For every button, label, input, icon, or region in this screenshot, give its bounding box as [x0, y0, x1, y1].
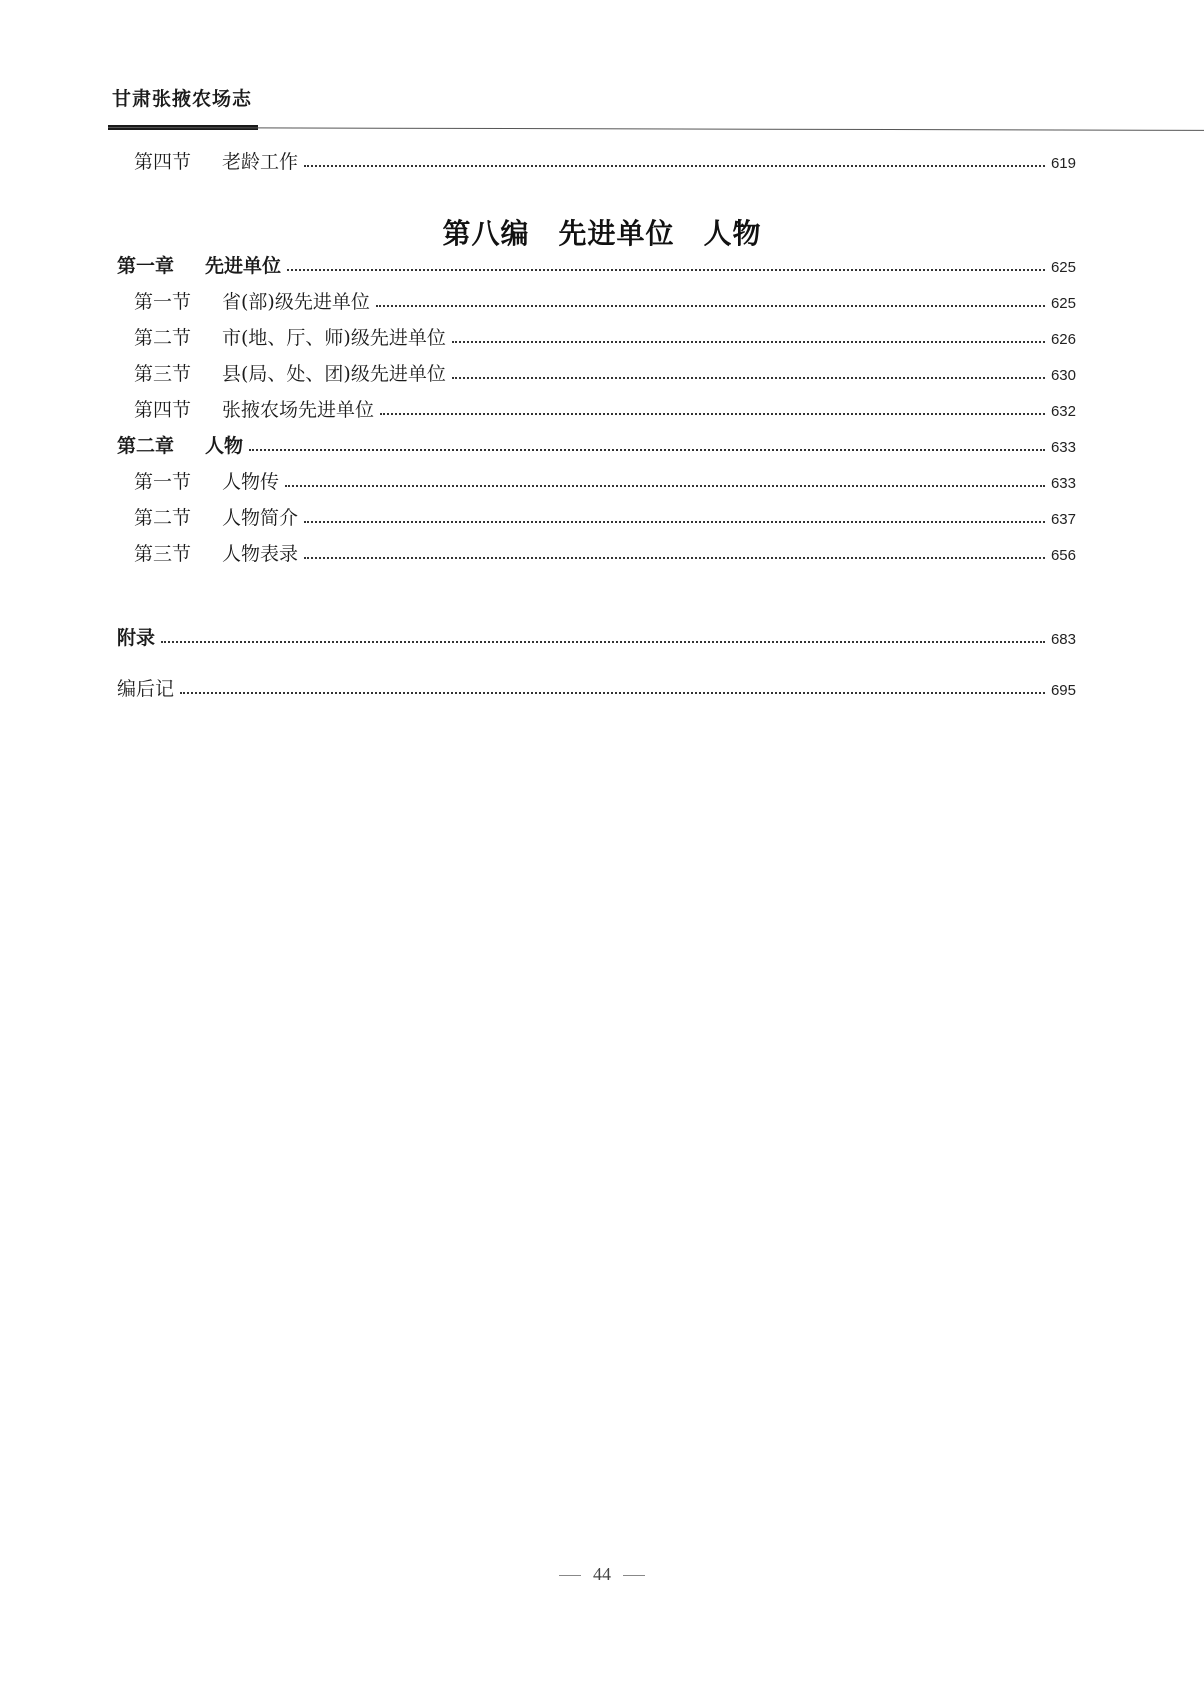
chapter-number: 第二章 — [117, 435, 175, 457]
toc-entry-section[interactable] — [134, 322, 1076, 350]
leader-dots — [249, 449, 1045, 451]
section-title: 市(地、厅、师)级先进单位 — [222, 327, 446, 349]
section-number: 第三节 — [134, 543, 192, 565]
section-title: 人物表录 — [222, 543, 299, 565]
leader-dots — [287, 269, 1045, 271]
toc-entry-section[interactable] — [134, 394, 1076, 422]
toc-entry-appendix[interactable] — [117, 622, 1076, 650]
toc-entry-afterword[interactable] — [117, 673, 1076, 701]
leader-dots — [285, 485, 1045, 487]
page-ref: 626 — [1050, 331, 1076, 348]
chapter-number: 第一章 — [117, 255, 175, 277]
page-ref: 637 — [1050, 511, 1076, 528]
toc-entry-section[interactable] — [134, 502, 1076, 530]
leader-dots — [304, 557, 1045, 559]
leader-dots — [161, 641, 1045, 643]
leader-dots — [180, 692, 1045, 694]
section-number: 第二节 — [134, 507, 192, 529]
page-ref: 683 — [1050, 631, 1076, 648]
section-title: 人物简介 — [222, 507, 299, 529]
page-ref: 619 — [1050, 155, 1076, 172]
afterword-title: 编后记 — [117, 678, 175, 700]
section-number: 第四节 — [134, 399, 192, 421]
page-ref: 695 — [1050, 682, 1076, 699]
footer-dash — [623, 1575, 645, 1576]
section-number: 第一节 — [134, 471, 192, 493]
footer-dash — [559, 1575, 581, 1576]
leader-dots — [452, 377, 1045, 379]
section-title: 人物传 — [222, 471, 280, 493]
page-ref: 633 — [1050, 475, 1076, 492]
chapter-title: 人物 — [205, 435, 244, 457]
book-title: 甘肃张掖农场志 — [112, 88, 253, 110]
leader-dots — [376, 305, 1045, 307]
appendix-title: 附录 — [117, 627, 156, 649]
toc-entry-section[interactable] — [134, 358, 1076, 386]
toc-entry-section[interactable] — [134, 466, 1076, 494]
page-number-footer — [0, 1564, 1204, 1585]
section-title: 老龄工作 — [222, 151, 299, 173]
page-ref: 633 — [1050, 439, 1076, 456]
toc-entry-chapter[interactable] — [117, 430, 1076, 458]
section-title: 县(局、处、团)级先进单位 — [222, 363, 446, 385]
section-number: 第四节 — [134, 151, 192, 173]
section-number: 第二节 — [134, 327, 192, 349]
section-title: 张掖农场先进单位 — [222, 399, 375, 421]
part-title: 第八编 先进单位 人物 — [442, 217, 762, 250]
leader-dots — [380, 413, 1045, 415]
chapter-title: 先进单位 — [205, 255, 282, 277]
page-number: 44 — [593, 1564, 611, 1584]
section-number: 第三节 — [134, 363, 192, 385]
section-number: 第一节 — [134, 291, 192, 313]
leader-dots — [304, 165, 1045, 167]
toc-entry-section[interactable] — [134, 286, 1076, 314]
toc-entry-chapter[interactable] — [117, 250, 1076, 278]
page-ref: 630 — [1050, 367, 1076, 384]
page-ref: 625 — [1050, 259, 1076, 276]
page-ref: 625 — [1050, 295, 1076, 312]
toc-entry-section[interactable] — [134, 146, 1076, 174]
page-ref: 656 — [1050, 547, 1076, 564]
toc-entry-section[interactable] — [134, 538, 1076, 566]
leader-dots — [452, 341, 1045, 343]
section-title: 省(部)级先进单位 — [222, 291, 370, 313]
page-ref: 632 — [1050, 403, 1076, 420]
header-rule-thin — [108, 127, 1204, 131]
leader-dots — [304, 521, 1045, 523]
